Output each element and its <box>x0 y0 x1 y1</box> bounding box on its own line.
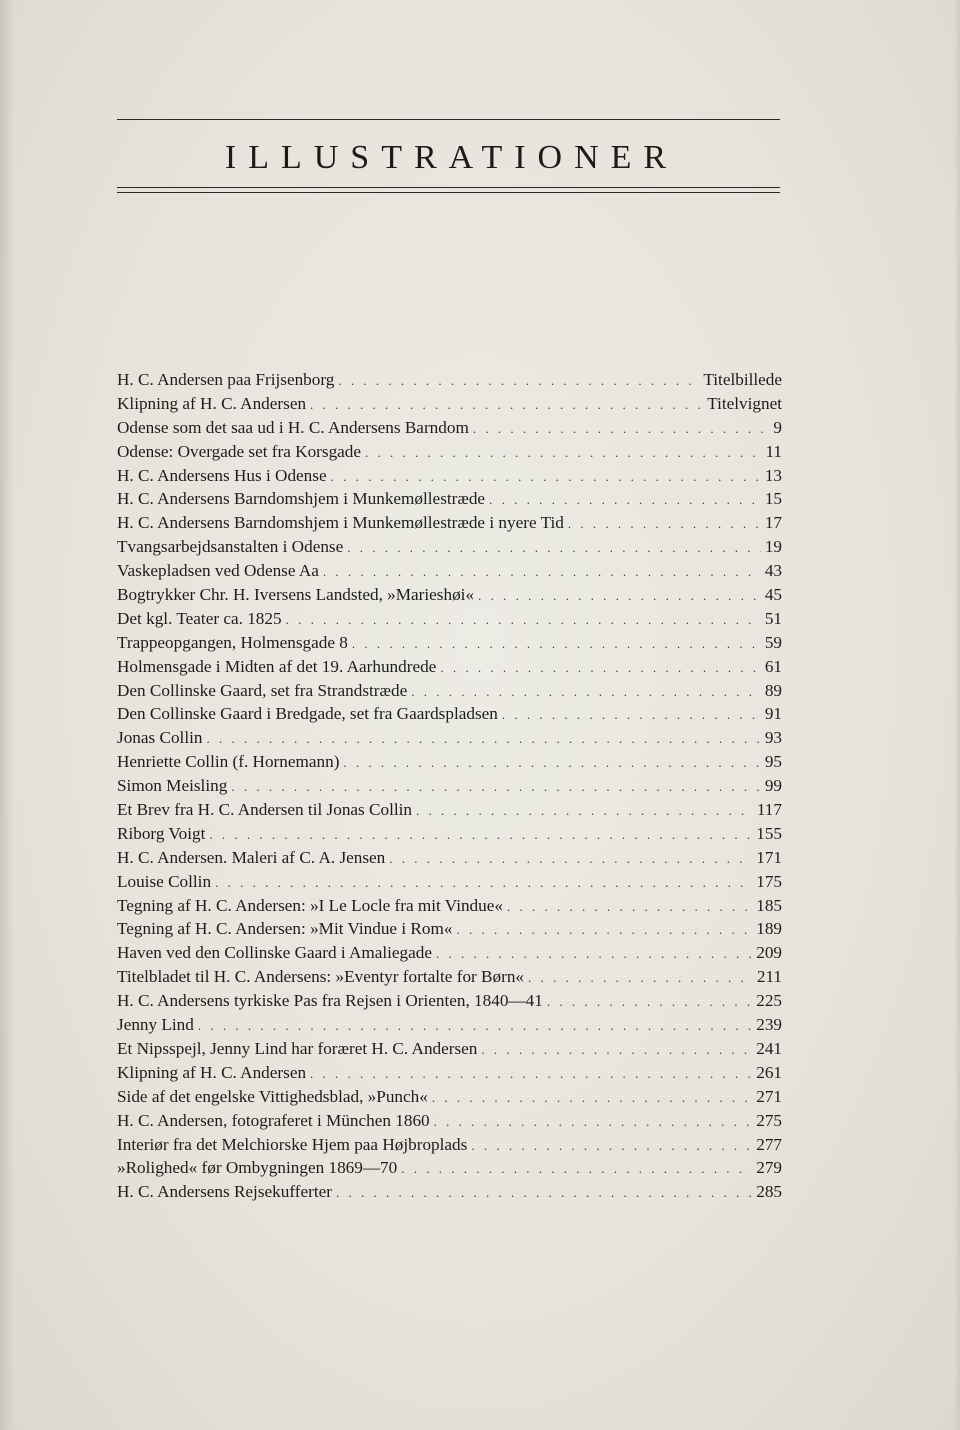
list-item <box>117 870 782 894</box>
entry-page-number: 175 <box>756 871 782 891</box>
entry-title: Den Collinske Gaard i Bredgade, set fra Gaardspladsen <box>117 704 498 724</box>
entry-page-number: 45 <box>764 585 782 605</box>
entry-title: Et Nipsspejl, Jenny Lind har foræret H. C. Andersen <box>117 1038 478 1058</box>
dot-leader <box>502 703 761 727</box>
dot-leader <box>231 775 761 799</box>
entry-page-number: 17 <box>764 513 782 533</box>
list-item <box>117 1180 782 1204</box>
list-item <box>117 798 782 822</box>
title-double-rule-upper <box>117 187 780 188</box>
dot-leader <box>206 727 760 751</box>
entry-title: Vaskepladsen ved Odense Aa <box>117 561 319 581</box>
entry-title: Riborg Voigt <box>117 823 206 843</box>
entry-title: Haven ved den Collinske Gaard i Amaliegade <box>117 943 433 963</box>
dot-leader <box>323 560 761 584</box>
list-item <box>117 392 782 416</box>
entry-title: Jonas Collin <box>117 728 203 748</box>
entry-title: Odense som det saa ud i H. C. Andersens Barndom <box>117 417 469 437</box>
entry-page-number: 271 <box>756 1086 782 1106</box>
page-edge-shadow <box>0 0 14 1430</box>
entry-title: Bogtrykker Chr. H. Iversens Landsted, »Marieshøi« <box>117 585 475 605</box>
dot-leader <box>411 680 761 704</box>
entry-title: H. C. Andersens Hus i Odense <box>117 465 327 485</box>
list-item <box>117 631 782 655</box>
entry-title: Klipning af H. C. Andersen <box>117 393 307 413</box>
dot-leader <box>456 918 752 942</box>
entry-page-number: 209 <box>756 943 782 963</box>
list-item <box>117 368 782 392</box>
entry-page-number: 225 <box>756 991 782 1011</box>
list-item <box>117 822 782 846</box>
entry-page-number: Titelvignet <box>707 393 782 413</box>
list-item <box>117 1156 782 1180</box>
list-item <box>117 607 782 631</box>
dot-leader <box>310 393 703 417</box>
entry-page-number: 239 <box>756 1015 782 1035</box>
entry-title: Interiør fra det Melchiorske Hjem paa Højbroplads <box>117 1134 468 1154</box>
dot-leader <box>389 847 752 871</box>
entry-page-number: 59 <box>764 632 782 652</box>
entry-page-number: 241 <box>756 1038 782 1058</box>
illustration-list <box>117 368 782 1204</box>
list-item <box>117 989 782 1013</box>
entry-page-number: 61 <box>764 656 782 676</box>
dot-leader <box>331 465 761 489</box>
entry-page-number: 13 <box>764 465 782 485</box>
list-item <box>117 774 782 798</box>
list-item <box>117 679 782 703</box>
entry-title: Simon Meisling <box>117 776 228 796</box>
dot-leader <box>286 608 761 632</box>
entry-title: Jenny Lind <box>117 1015 194 1035</box>
dot-leader <box>440 656 761 680</box>
list-item <box>117 535 782 559</box>
page-edge-shadow <box>954 0 960 1430</box>
dot-leader <box>338 369 699 393</box>
entry-title: Side af det engelske Vittighedsblad, »Punch« <box>117 1086 428 1106</box>
dot-leader <box>471 1134 752 1158</box>
list-item <box>117 1061 782 1085</box>
list-item <box>117 464 782 488</box>
entry-page-number: 95 <box>764 752 782 772</box>
dot-leader <box>401 1157 752 1181</box>
entry-page-number: 11 <box>765 441 782 461</box>
entry-title: Titelbladet til H. C. Andersens: »Eventyr fortalte for Børn« <box>117 967 525 987</box>
list-item <box>117 1133 782 1157</box>
list-item <box>117 1109 782 1133</box>
dot-leader <box>352 632 761 656</box>
entry-title: Et Brev fra H. C. Andersen til Jonas Collin <box>117 800 413 820</box>
entry-title: H. C. Andersen paa Frijsenborg <box>117 370 335 389</box>
list-item <box>117 655 782 679</box>
entry-title: Odense: Overgade set fra Korsgade <box>117 441 362 461</box>
entry-page-number: 285 <box>756 1182 782 1202</box>
dot-leader <box>336 1181 752 1205</box>
entry-page-number: 275 <box>756 1110 782 1130</box>
list-item <box>117 750 782 774</box>
list-item <box>117 559 782 583</box>
dot-leader <box>547 990 752 1014</box>
dot-leader <box>507 895 752 919</box>
dot-leader <box>310 1062 752 1086</box>
list-item <box>117 894 782 918</box>
dot-leader <box>343 751 760 775</box>
title-double-rule-lower <box>117 192 780 193</box>
entry-page-number: 43 <box>764 561 782 581</box>
list-item <box>117 965 782 989</box>
entry-page-number: 211 <box>756 967 782 987</box>
list-item <box>117 1085 782 1109</box>
entry-page-number: 89 <box>764 680 782 700</box>
entry-page-number: 91 <box>764 704 782 724</box>
entry-title: Trappeopgangen, Holmensgade 8 <box>117 632 348 652</box>
entry-page-number: 155 <box>756 823 782 843</box>
entry-title: Klipning af H. C. Andersen <box>117 1062 307 1082</box>
dot-leader <box>198 1014 752 1038</box>
list-item <box>117 487 782 511</box>
entry-title: Tegning af H. C. Andersen: »I Le Locle fra mit Vindue« <box>117 895 503 915</box>
entry-page-number: 171 <box>756 847 782 867</box>
dot-leader <box>568 512 761 536</box>
dot-leader <box>528 966 753 990</box>
dot-leader <box>436 942 752 966</box>
dot-leader <box>489 488 761 512</box>
entry-title: Tvangsarbejdsanstalten i Odense <box>117 537 344 557</box>
entry-page-number: 93 <box>764 728 782 748</box>
entry-title: Holmensgade i Midten af det 19. Aarhundrede <box>117 656 437 676</box>
top-rule <box>117 119 780 120</box>
entry-title: H. C. Andersens Rejsekufferter <box>117 1182 332 1202</box>
entry-page-number: 261 <box>756 1062 782 1082</box>
entry-page-number: 117 <box>756 800 782 820</box>
list-item <box>117 846 782 870</box>
list-item <box>117 702 782 726</box>
entry-page-number: 9 <box>773 417 782 437</box>
entry-page-number: 99 <box>764 776 782 796</box>
entry-page-number: 185 <box>756 895 782 915</box>
entry-title: »Rolighed« før Ombygningen 1869—70 <box>117 1158 398 1178</box>
entry-title: H. C. Andersens Barndomshjem i Munkemøllestræde <box>117 489 486 509</box>
entry-title: H. C. Andersens tyrkiske Pas fra Rejsen i Orienten, 1840—41 <box>117 991 543 1011</box>
dot-leader <box>434 1110 753 1134</box>
entry-title: Tegning af H. C. Andersen: »Mit Vindue i Rom« <box>117 919 453 939</box>
dot-leader <box>478 584 761 608</box>
entry-page-number: 15 <box>764 489 782 509</box>
entry-title: Louise Collin <box>117 871 212 891</box>
entry-title: H. C. Andersen. Maleri af C. A. Jensen <box>117 847 386 867</box>
entry-title: H. C. Andersens Barndomshjem i Munkemøllestræde i nyere Tid <box>117 513 564 533</box>
list-item <box>117 583 782 607</box>
page-title: ILLUSTRATIONER <box>224 139 679 176</box>
list-item <box>117 941 782 965</box>
entry-page-number: 279 <box>756 1158 782 1178</box>
dot-leader <box>365 441 761 465</box>
dot-leader <box>215 871 752 895</box>
entry-page-number: 189 <box>756 919 782 939</box>
list-item <box>117 917 782 941</box>
entry-page-number: 277 <box>756 1134 782 1154</box>
dot-leader <box>347 536 761 560</box>
entry-page-number: 51 <box>764 608 782 628</box>
list-item <box>117 1037 782 1061</box>
dot-leader <box>432 1086 752 1110</box>
dot-leader <box>416 799 753 823</box>
list-item <box>117 511 782 535</box>
entry-title: Det kgl. Teater ca. 1825 <box>117 608 282 628</box>
dot-leader <box>473 417 770 441</box>
entry-title: H. C. Andersen, fotograferet i München 1860 <box>117 1110 430 1130</box>
list-item <box>117 416 782 440</box>
entry-page-number: 19 <box>764 537 782 557</box>
entry-title: Den Collinske Gaard, set fra Strandstræde <box>117 680 408 700</box>
list-item <box>117 440 782 464</box>
list-item <box>117 726 782 750</box>
entry-title: Henriette Collin (f. Hornemann) <box>117 752 340 772</box>
entry-page-number: Titelbillede <box>703 370 782 389</box>
dot-leader <box>481 1038 752 1062</box>
list-item <box>117 1013 782 1037</box>
dot-leader <box>209 823 752 847</box>
